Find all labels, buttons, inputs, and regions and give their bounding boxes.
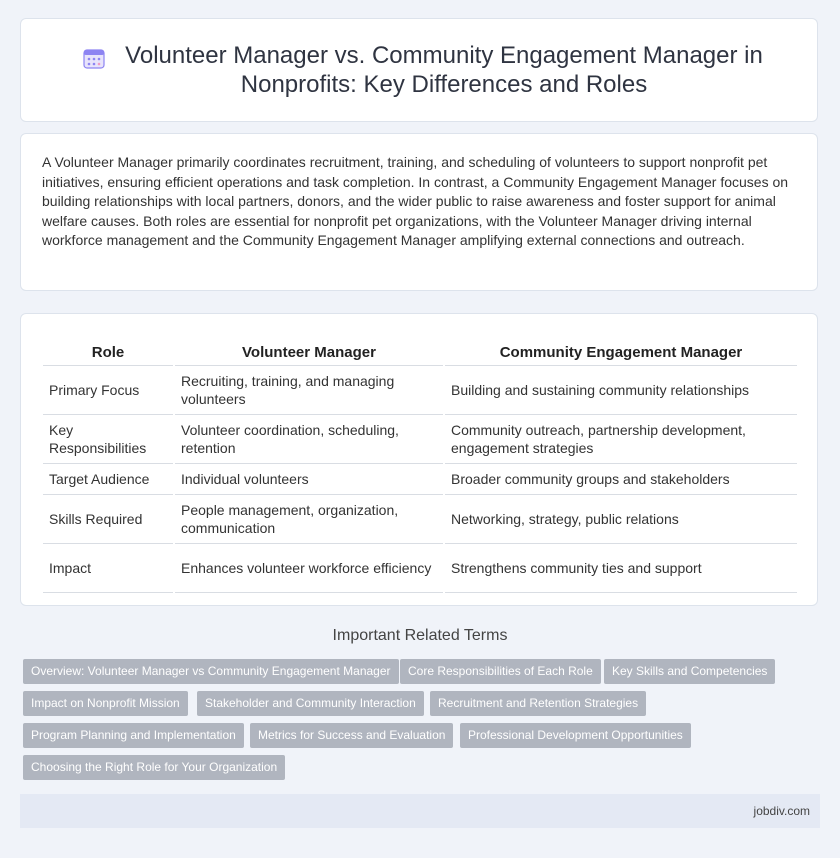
volunteer-manager-cell: Individual volunteers xyxy=(175,464,443,495)
row-label: Skills Required xyxy=(43,495,173,544)
community-engagement-cell: Strengthens community ties and support xyxy=(445,544,797,593)
tag-link[interactable]: Key Skills and Competencies xyxy=(604,659,775,684)
community-engagement-cell: Community outreach, partnership development, engagement strategies xyxy=(445,415,797,464)
header-volunteer-manager: Volunteer Manager xyxy=(175,333,443,366)
tag-link[interactable]: Professional Development Opportunities xyxy=(460,723,691,748)
table-row xyxy=(43,495,797,544)
table-header-row xyxy=(43,333,797,366)
footer-site-link[interactable]: jobdiv.com xyxy=(753,804,810,818)
table-row xyxy=(43,415,797,464)
related-terms-heading: Important Related Terms xyxy=(332,627,508,644)
tag-link[interactable]: Stakeholder and Community Interaction xyxy=(197,691,424,716)
comparison-table xyxy=(41,333,799,593)
tag-link[interactable]: Program Planning and Implementation xyxy=(23,723,244,748)
tag-link[interactable]: Core Responsibilities of Each Role xyxy=(400,659,601,684)
community-engagement-cell: Broader community groups and stakeholders xyxy=(445,464,797,495)
page-title: Volunteer Manager vs. Community Engagement Manager in Nonprofits: Key Differences and Roles xyxy=(125,42,763,98)
summary-text: A Volunteer Manager primarily coordinates recruitment, training, and scheduling of volunteers to support nonprofit pet initiatives, ensuring efficient operations and task completion. In contrast, a Community Engagement Manager focuses on building relationships with local partners, donors, and the wider public to raise awareness and foster support for animal welfare causes. Both roles are essential for nonprofit pet organizations, with the Volunteer Manager driving internal workforce management and the Community Engagement Manager amplifying external connections and outreach. xyxy=(42,154,789,248)
comparison-card xyxy=(20,313,818,606)
volunteer-manager-cell: People management, organization, communication xyxy=(175,495,443,544)
title-card xyxy=(20,18,818,122)
tag-link[interactable]: Recruitment and Retention Strategies xyxy=(430,691,646,716)
summary-card xyxy=(20,133,818,291)
volunteer-manager-cell: Enhances volunteer workforce efficiency xyxy=(175,544,443,593)
table-row xyxy=(43,366,797,415)
header-community-engagement-manager: Community Engagement Manager xyxy=(445,333,797,366)
community-engagement-cell: Building and sustaining community relationships xyxy=(445,366,797,415)
row-label: Key Responsibilities xyxy=(43,415,173,464)
header-role: Role xyxy=(43,333,173,366)
community-engagement-cell: Networking, strategy, public relations xyxy=(445,495,797,544)
tag-link[interactable]: Metrics for Success and Evaluation xyxy=(250,723,453,748)
volunteer-manager-cell: Recruiting, training, and managing volunteers xyxy=(175,366,443,415)
table-row xyxy=(43,544,797,593)
row-label: Impact xyxy=(43,544,173,593)
tag-link[interactable]: Overview: Volunteer Manager vs Community Engagement Manager xyxy=(23,659,399,684)
table-row xyxy=(43,464,797,495)
footer xyxy=(20,794,820,828)
tag-link[interactable]: Impact on Nonprofit Mission xyxy=(23,691,188,716)
volunteer-manager-cell: Volunteer coordination, scheduling, retention xyxy=(175,415,443,464)
row-label: Target Audience xyxy=(43,464,173,495)
tag-link[interactable]: Choosing the Right Role for Your Organization xyxy=(23,755,285,780)
row-label: Primary Focus xyxy=(43,366,173,415)
